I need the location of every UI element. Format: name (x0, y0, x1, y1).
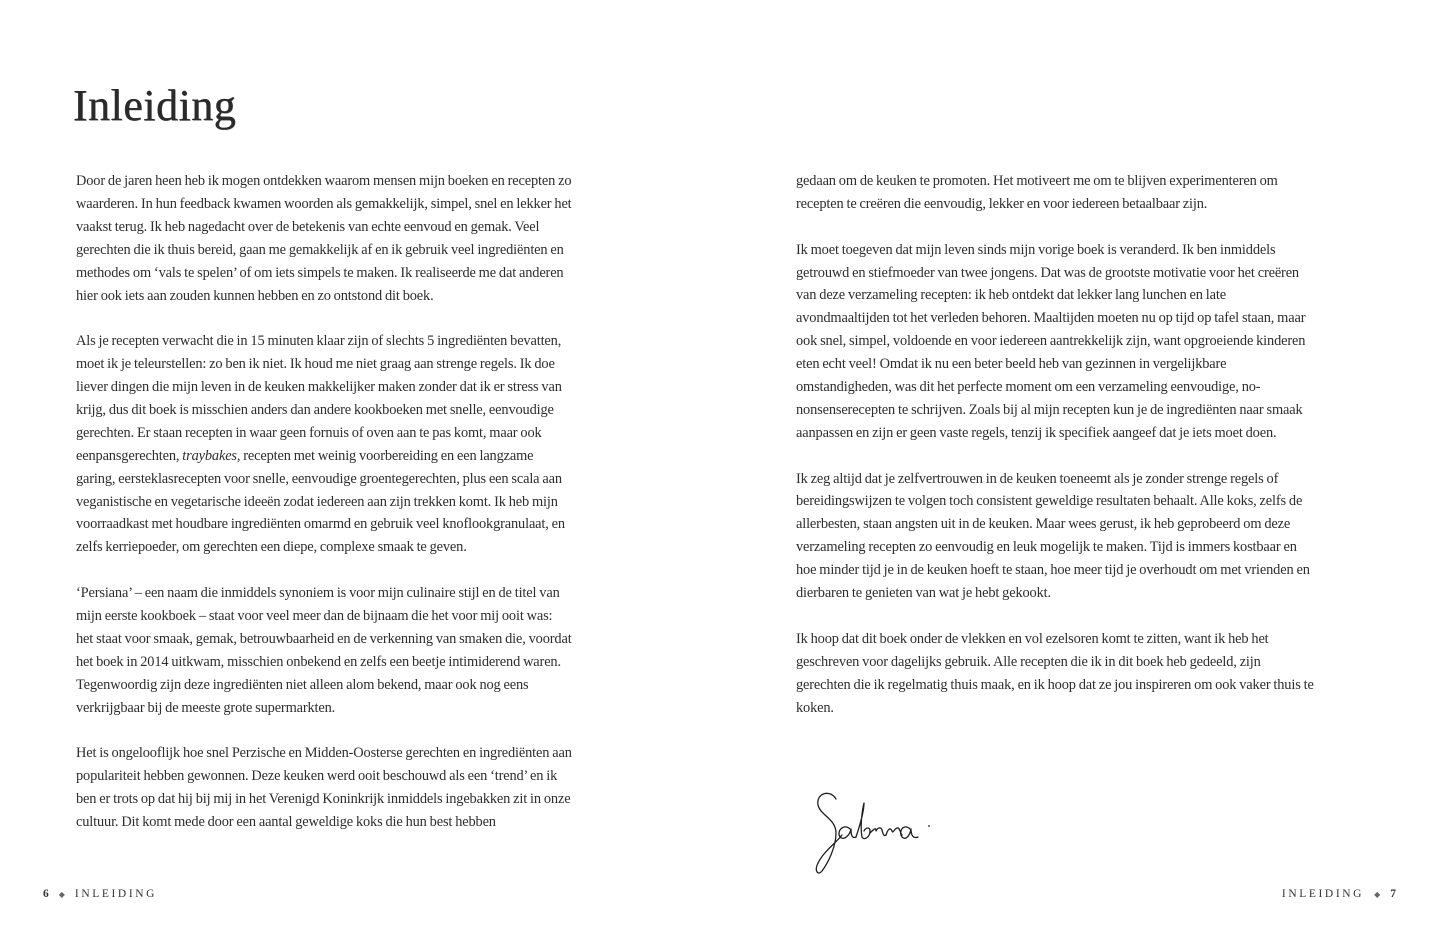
footer-right (1282, 888, 1396, 900)
right-text-column (796, 170, 1316, 742)
paragraph (76, 330, 572, 559)
paragraph: Het is ongelooflijk hoe snel Perzische en Midden-Oosterse gerechten en ingrediënten aan populariteit hebben gewonnen. Deze keuken werd ooit beschouwd als een ‘trend’ en ik ben er trots op dat hij bij mij in het Verenigd Koninkrijk inmiddels ingebakken zit in onze cultuur. Dit komt mede door een aantal geweldige koks die hun best hebben (76, 745, 572, 831)
italic-term: traybakes (182, 447, 237, 464)
paragraph: gedaan om de keuken te promoten. Het motiveert me om te blijven experimenteren om recepten te creëren die eenvoudig, lekker en voor iedereen betaalbaar zijn. (796, 173, 1278, 212)
diamond-icon: ◆ (1374, 889, 1381, 899)
page-title: Inleiding (73, 81, 237, 130)
right-page (720, 0, 1440, 938)
signature-icon (806, 785, 946, 880)
paragraph: Door de jaren heen heb ik mogen ontdekken waarom mensen mijn boeken en recepten zo waarderen. In hun feedback kwamen woorden als gemakkelijk, simpel, snel en lekker het vaakst terug. Ik heb nagedacht over de betekenis van echte eenvoud en gemak. Veel gerechten die ik thuis bereid, gaan me gemakkelijk af en ik gebruik veel ingrediënten en methodes om ‘vals te spelen’ of om iets simpels te maken. Ik realiseerde me dat anderen hier ook iets aan zouden kunnen hebben en zo ontstond dit boek. (76, 173, 572, 304)
diamond-icon: ◆ (58, 889, 65, 899)
paragraph: Ik hoop dat dit boek onder de vlekken en vol ezelsoren komt te zitten, want ik heb het geschreven voor dagelijks gebruik. Alle recepten die ik in dit boek heb gedeeld, zijn gerechten die ik regelmatig thuis maak, en ik hoop dat ze jou inspireren om ook vaker thuis te koken. (796, 630, 1314, 716)
paragraph-text: Als je recepten verwacht die in 15 minuten klaar zijn of slechts 5 ingrediënten bevatten, moet ik je teleurstellen: zo ben ik niet. Ik houd me niet graag aan strenge regels. Ik doe liever dingen die mijn leven in de keuken makkelijker maken zonder dat ik er stress van krijg, dus dit boek is misschien anders dan andere kookboeken met snelle, eenvoudige gerechten. Er staan recepten in waar geen fornuis of oven aan te pas komt, maar ook eenpansgerechten, (76, 333, 562, 464)
footer-left (43, 888, 157, 900)
paragraph-text: , recepten met weinig voorbereiding en een langzame garing, eersteklasrecepten voor snelle, eenvoudige groentegerechten, plus een scala aan veganistische en vegetarische ideeën zodat iedereen aan zijn trekken komt. Ik heb mijn voorraadkast met houdbare ingrediënten omarmd en gebruik veel knoflookgranulaat, en zelfs kerriepoeder, om gerechten een diepe, complexe smaak te geven. (76, 447, 565, 556)
page-number: 7 (1390, 888, 1396, 900)
paragraph: Ik moet toegeven dat mijn leven sinds mijn vorige boek is veranderd. Ik ben inmiddels getrouwd en stiefmoeder van twee jongens. Dat was de grootste motivatie voor het creëren van deze verzameling recepten: ik heb ontdekt dat lekker lang lunchen en late avondmaaltijden tot het verleden behoren. Maaltijden moeten nu op tijd op tafel staan, maar ook snel, simpel, voldoende en voor iedereen aantrekkelijk zijn, want opgroeiende kinderen eten echt veel! Omdat ik nu een beter beeld heb van gezinnen in vergelijkbare omstandigheden, was dit het perfecte moment om een verzameling eenvoudige, no-nonsenserecepten te schrijven. Zoals bij al mijn recepten kun je de ingrediënten naar smaak aanpassen en zijn er geen vaste regels, tenzij ik specifiek aangeef dat je iets moet doen. (796, 241, 1306, 441)
page-number: 6 (43, 888, 49, 900)
left-text-column (76, 170, 576, 857)
paragraph: ‘Persiana’ – een naam die inmiddels synoniem is voor mijn culinaire stijl en de titel van mijn eerste kookboek – staat voor veel meer dan de bijnaam die het voor mij ooit was: het staat voor smaak, gemak, betrouwbaarheid en de verkenning van smaken die, voordat het boek in 2014 uitkwam, misschien onbekend en zelfs een beetje intimiderend waren. Tegenwoordig zijn deze ingrediënten niet alleen alom bekend, maar ook nog eens verkrijgbaar bij de meeste grote supermarkten. (76, 585, 572, 716)
running-head: INLEIDING (1281, 888, 1365, 900)
running-head: INLEIDING (74, 888, 158, 900)
paragraph: Ik zeg altijd dat je zelfvertrouwen in de keuken toeneemt als je zonder strenge regels of bereidingswijzen te volgen toch consistent geweldige resultaten behaalt. Alle koks, zelfs de allerbesten, staan angsten uit in de keuken. Maar wees gerust, ik heb geprobeerd om deze verzameling recepten zo eenvoudig en leuk mogelijk te maken. Tijd is immers kostbaar en hoe minder tijd je in de keuken hoeft te staan, hoe meer tijd je overhoudt om met vrienden en dierbaren te genieten van wat je hebt gekookt. (796, 470, 1310, 602)
